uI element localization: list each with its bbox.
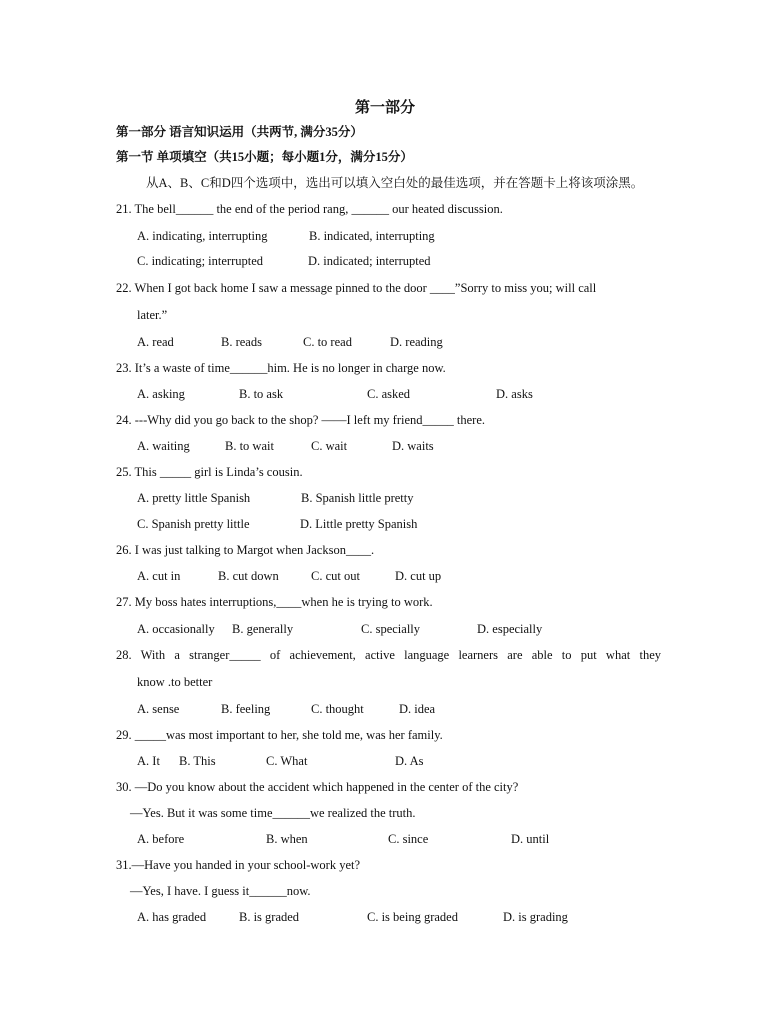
option-b: B. feeling (221, 702, 271, 716)
part-heading: 第一部分 语言知识运用（共两节, 满分35分） (116, 125, 363, 139)
option-a: A. It (137, 754, 160, 768)
question-31-stem: 31.—Have you handed in your school-work yet? (116, 858, 361, 872)
option-a: A. has graded (137, 910, 207, 924)
option-c: C. What (266, 754, 308, 768)
option-d: D. Little pretty Spanish (300, 517, 418, 531)
question-21-stem: 21. The bell______ the end of the period rang, ______ our heated discussion. (116, 202, 503, 216)
option-a: A. read (137, 335, 174, 349)
option-b: B. reads (221, 335, 262, 349)
option-a: A. occasionally (137, 622, 215, 636)
question-27-stem: 27. My boss hates interruptions,____when he is trying to work. (116, 595, 433, 609)
option-c: C. since (388, 832, 429, 846)
question-22-stem: 22. When I got back home I saw a message pinned to the door ____”Sorry to miss you; will call (116, 281, 597, 295)
option-c: C. thought (311, 702, 364, 716)
option-b: B. is graded (239, 910, 300, 924)
option-a: A. pretty little Spanish (137, 491, 251, 505)
option-c: C. is being graded (367, 910, 458, 924)
option-c: C. to read (303, 335, 352, 349)
option-a: A. indicating, interrupting (137, 229, 268, 243)
option-a: A. cut in (137, 569, 181, 583)
question-30-reply: —Yes. But it was some time______we realized the truth. (130, 806, 416, 820)
option-a: A. waiting (137, 439, 190, 453)
option-c: C. wait (311, 439, 348, 453)
question-23-stem: 23. It’s a waste of time______him. He is no longer in charge now. (116, 361, 446, 375)
question-28-stem-continued: know .to better (137, 675, 213, 689)
option-b: B. This (179, 754, 216, 768)
option-b: B. Spanish little pretty (301, 491, 414, 505)
page-title: 第一部分 (354, 100, 415, 116)
option-b: B. to wait (225, 439, 274, 453)
question-22-stem-continued: later.” (137, 308, 168, 322)
option-a: A. before (137, 832, 185, 846)
option-b: B. indicated, interrupting (309, 229, 435, 243)
question-31-reply: —Yes, I have. I guess it______now. (130, 884, 311, 898)
question-30-stem: 30. —Do you know about the accident which happened in the center of the city? (116, 780, 519, 794)
section-heading: 第一节 单项填空（共15小题；每小题1分，满分15分） (116, 150, 413, 164)
option-d: D. reading (390, 335, 443, 349)
option-a: A. asking (137, 387, 185, 401)
question-24-stem: 24. ---Why did you go back to the shop? ——I left my friend_____ there. (116, 413, 486, 427)
option-c: C. asked (367, 387, 411, 401)
question-29-stem: 29. _____was most important to her, she told me, was her family. (116, 728, 443, 742)
option-c: C. Spanish pretty little (137, 517, 250, 531)
instruction-text: 从A、B、C和D四个选项中，选出可以填入空白处的最佳选项，并在答题卡上将该项涂黑。 (146, 176, 644, 190)
option-b: B. cut down (218, 569, 279, 583)
question-28-stem: 28. With a stranger_____ of achievement, active language learners are able to put what they (116, 648, 661, 662)
option-c: C. cut out (311, 569, 360, 583)
option-d: D. cut up (395, 569, 442, 583)
option-b: B. when (266, 832, 308, 846)
question-25-stem: 25. This _____ girl is Linda’s cousin. (116, 465, 303, 479)
option-d: D. waits (392, 439, 434, 453)
option-d: D. As (395, 754, 424, 768)
option-d: D. especially (477, 622, 543, 636)
option-d: D. asks (496, 387, 533, 401)
option-d: D. until (511, 832, 550, 846)
option-c: C. specially (361, 622, 421, 636)
question-26-stem: 26. I was just talking to Margot when Jackson____. (116, 543, 375, 557)
option-d: D. idea (399, 702, 436, 716)
option-b: B. to ask (239, 387, 284, 401)
option-d: D. indicated; interrupted (308, 254, 431, 268)
option-a: A. sense (137, 702, 180, 716)
option-c: C. indicating; interrupted (137, 254, 264, 268)
option-b: B. generally (232, 622, 294, 636)
option-d: D. is grading (503, 910, 568, 924)
